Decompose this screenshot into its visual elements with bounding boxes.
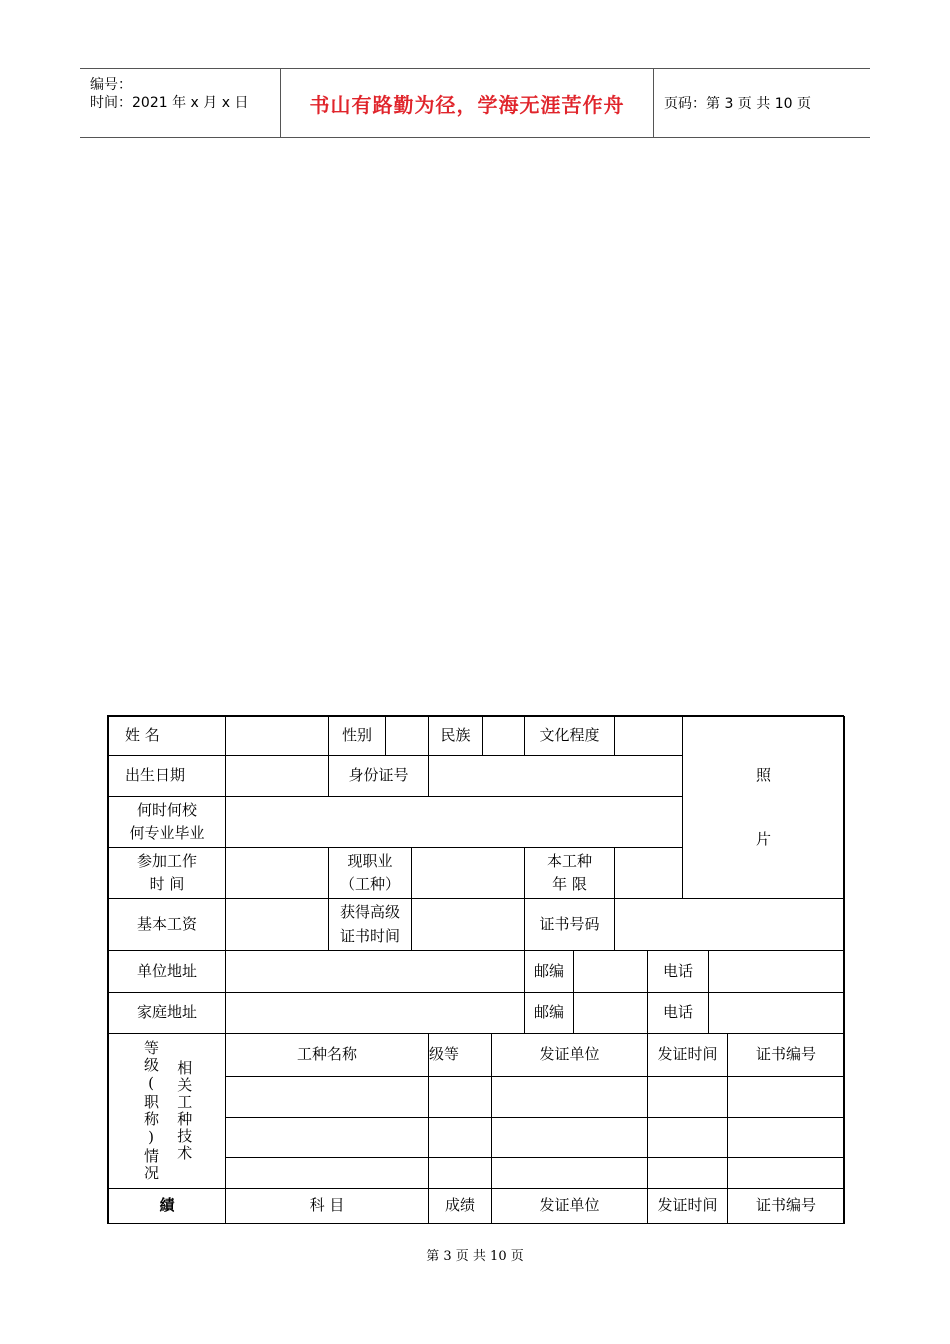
grade-row1-cert[interactable] — [727, 1076, 845, 1118]
id-number-field[interactable] — [428, 755, 683, 797]
work-start-label — [108, 847, 226, 899]
home-address-label: 家庭地址 — [108, 992, 226, 1034]
grade-row3-time[interactable] — [647, 1157, 728, 1189]
current-job-label-line2: （工种） — [339, 875, 400, 893]
name-label: 姓 名 — [108, 716, 226, 756]
id-number-label: 身份证号 — [328, 755, 429, 797]
gender-label: 性别 — [328, 716, 386, 756]
grade-section-label-a: 等级(职称)情况 — [142, 1040, 160, 1182]
gender-field[interactable] — [385, 716, 429, 756]
birth-date-field[interactable] — [225, 755, 329, 797]
current-job-field[interactable] — [411, 847, 525, 899]
unit-postcode-field[interactable] — [573, 950, 648, 993]
header-motto-cell — [281, 69, 654, 137]
graduation-label-line1: 何时何校 — [136, 800, 197, 819]
base-salary-label: 基本工资 — [108, 898, 226, 951]
doc-number-label: 编号： — [90, 77, 132, 93]
work-start-field[interactable] — [225, 847, 329, 899]
cert-number-field[interactable] — [614, 898, 845, 951]
unit-address-field[interactable] — [225, 950, 525, 993]
home-phone-label: 电话 — [647, 992, 709, 1034]
col-score: 成绩 — [428, 1188, 492, 1224]
grade-section-label — [108, 1033, 226, 1189]
job-years-label-line2: 年 限 — [552, 875, 587, 893]
job-years-field[interactable] — [614, 847, 683, 899]
score-section-label: 績 — [108, 1188, 226, 1224]
page-info: 页码：第 3 页 共 10 页 — [664, 96, 811, 112]
base-salary-field[interactable] — [225, 898, 329, 951]
header-meta-cell — [80, 69, 281, 137]
motto-text: 书山有路勤为径，学海无涯苦作舟 — [309, 92, 625, 117]
grade-row2-issuer[interactable] — [491, 1117, 648, 1158]
home-postcode-label: 邮编 — [524, 992, 574, 1034]
senior-cert-label — [328, 898, 412, 951]
senior-cert-label-line2: 证书时间 — [339, 926, 400, 945]
graduation-label-line2: 何专业毕业 — [129, 824, 205, 842]
current-job-label — [328, 847, 412, 899]
page-header — [80, 68, 870, 138]
senior-cert-label-line1: 获得高级 — [339, 903, 400, 922]
ethnicity-field[interactable] — [482, 716, 525, 756]
grade-row2-job[interactable] — [225, 1117, 429, 1158]
col-issue-time: 发证时间 — [647, 1033, 728, 1077]
cert-number-label: 证书号码 — [524, 898, 615, 951]
education-label: 文化程度 — [524, 716, 615, 756]
col-job-name: 工种名称 — [225, 1033, 429, 1077]
photo-label-1: 照 — [755, 766, 771, 785]
date-label: 时间：2021 年 x 月 x 日 — [90, 95, 249, 111]
grade-section-label-b: 相关工种技术 — [175, 1060, 194, 1162]
col-score-time: 发证时间 — [647, 1188, 728, 1224]
grade-row3-job[interactable] — [225, 1157, 429, 1189]
col-score-cert: 证书编号 — [727, 1188, 845, 1224]
col-cert-number: 证书编号 — [727, 1033, 845, 1077]
home-postcode-field[interactable] — [573, 992, 648, 1034]
unit-address-label: 单位地址 — [108, 950, 226, 993]
name-field[interactable] — [225, 716, 329, 756]
grade-row3-grade[interactable] — [428, 1157, 492, 1189]
col-score-issuer: 发证单位 — [491, 1188, 648, 1224]
current-job-label-line1: 现职业 — [347, 851, 393, 870]
grade-row1-time[interactable] — [647, 1076, 728, 1118]
ethnicity-label: 民族 — [428, 716, 483, 756]
graduation-label — [108, 796, 226, 848]
photo-box[interactable] — [682, 716, 845, 899]
grade-row2-cert[interactable] — [727, 1117, 845, 1158]
grade-row1-job[interactable] — [225, 1076, 429, 1118]
grade-row3-cert[interactable] — [727, 1157, 845, 1189]
page-footer: 第 3 页 共 10 页 — [426, 1249, 524, 1264]
registration-form — [107, 715, 844, 1224]
education-field[interactable] — [614, 716, 683, 756]
graduation-field[interactable] — [225, 796, 683, 848]
birth-date-label: 出生日期 — [108, 755, 226, 797]
senior-cert-field[interactable] — [411, 898, 525, 951]
col-grade: 级等 — [428, 1033, 492, 1077]
work-start-label-line1: 参加工作 — [136, 851, 197, 870]
work-start-label-line2: 时 间 — [149, 875, 185, 893]
grade-row1-grade[interactable] — [428, 1076, 492, 1118]
grade-row3-issuer[interactable] — [491, 1157, 648, 1189]
job-years-label-line1: 本工种 — [546, 851, 592, 870]
col-issuer: 发证单位 — [491, 1033, 648, 1077]
unit-phone-label: 电话 — [647, 950, 709, 993]
grade-row1-issuer[interactable] — [491, 1076, 648, 1118]
grade-row2-time[interactable] — [647, 1117, 728, 1158]
home-address-field[interactable] — [225, 992, 525, 1034]
header-page-cell — [654, 69, 870, 137]
home-phone-field[interactable] — [708, 992, 845, 1034]
grade-row2-grade[interactable] — [428, 1117, 492, 1158]
unit-postcode-label: 邮编 — [524, 950, 574, 993]
col-subject: 科 目 — [225, 1188, 429, 1224]
job-years-label — [524, 847, 615, 899]
photo-label-2: 片 — [755, 829, 771, 848]
unit-phone-field[interactable] — [708, 950, 845, 993]
